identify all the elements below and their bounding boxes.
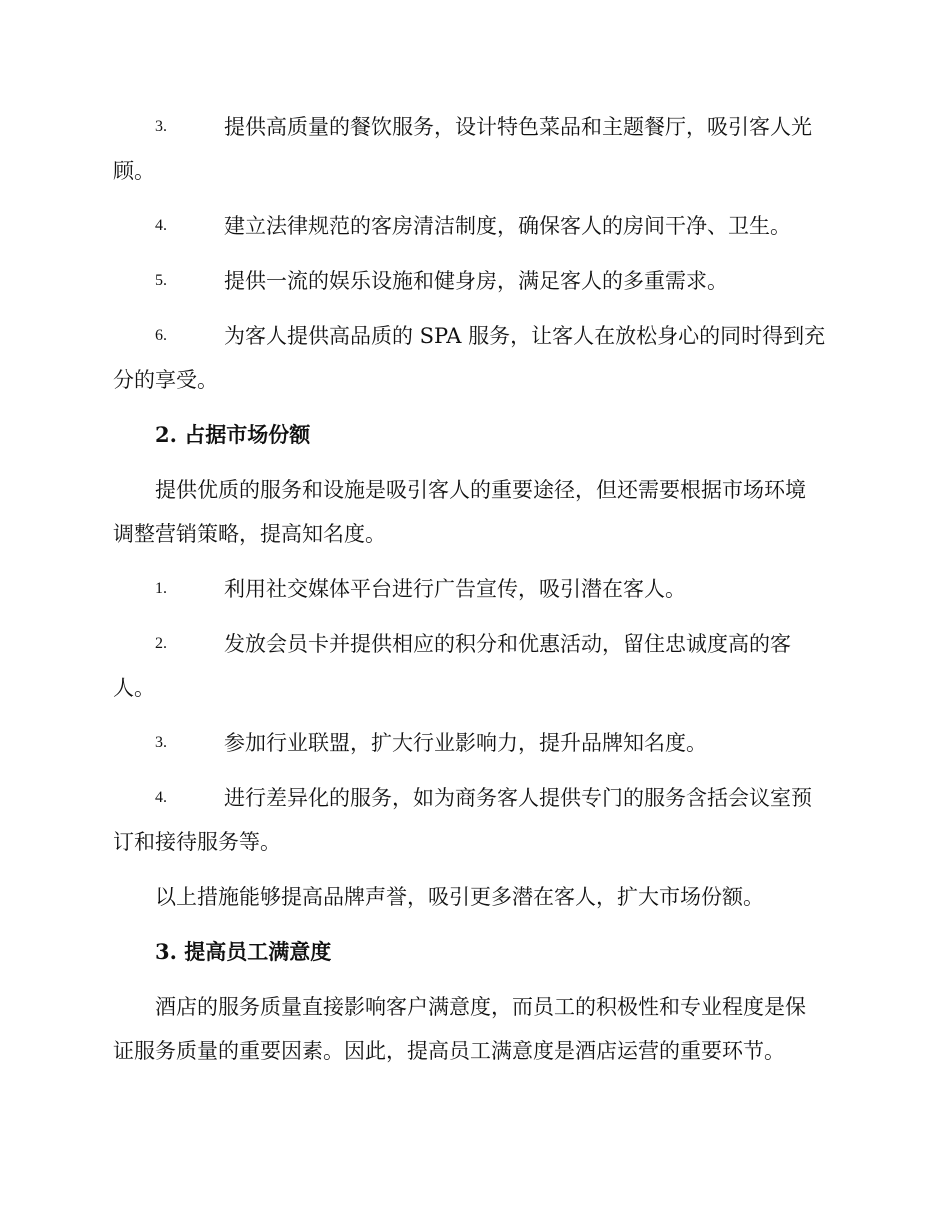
line-text: 以上措施能够提高品牌声誉，吸引更多潜在客人，扩大市场份额。 bbox=[155, 885, 764, 909]
line-text: 进行差异化的服务，如为商务客人提供专门的服务含括会议室预 bbox=[224, 786, 812, 810]
document-page bbox=[113, 105, 838, 1084]
list-item bbox=[113, 622, 838, 710]
line-first bbox=[113, 985, 838, 1029]
line-text: 2. 占据市场份额 bbox=[155, 422, 311, 447]
line-text: 提供高质量的餐饮服务，设计特色菜品和主题餐厅，吸引客人光 bbox=[224, 115, 812, 139]
list-item bbox=[113, 776, 838, 864]
line-text: 分的享受。 bbox=[113, 368, 218, 392]
list-item bbox=[113, 259, 838, 303]
list-item bbox=[113, 314, 838, 402]
line-text: 参加行业联盟，扩大行业影响力，提升品牌知名度。 bbox=[224, 731, 707, 755]
list-number: 3. bbox=[155, 734, 167, 751]
line-first bbox=[113, 468, 838, 512]
list-item bbox=[113, 105, 838, 193]
line-continuation bbox=[113, 820, 838, 864]
paragraph bbox=[113, 985, 838, 1073]
line-text: 提供一流的娱乐设施和健身房，满足客人的多重需求。 bbox=[224, 269, 728, 293]
line-text: 3. 提高员工满意度 bbox=[155, 939, 332, 964]
line-text: 证服务质量的重要因素。因此，提高员工满意度是酒店运营的重要环节。 bbox=[113, 1039, 785, 1063]
paragraph bbox=[113, 468, 838, 556]
section-heading bbox=[113, 413, 838, 457]
line-first bbox=[113, 314, 838, 358]
list-number: 4. bbox=[155, 789, 167, 806]
line-first bbox=[113, 776, 838, 820]
line-first bbox=[113, 875, 838, 919]
line-first bbox=[113, 204, 838, 248]
line-text: 人。 bbox=[113, 676, 155, 700]
line-first bbox=[113, 622, 838, 666]
line-continuation bbox=[113, 149, 838, 193]
list-number: 2. bbox=[155, 635, 167, 652]
line-first bbox=[113, 567, 838, 611]
document-body bbox=[113, 105, 838, 1073]
line-continuation bbox=[113, 512, 838, 556]
line-continuation bbox=[113, 1029, 838, 1073]
list-item bbox=[113, 204, 838, 248]
line-text: 订和接待服务等。 bbox=[113, 830, 281, 854]
section-heading bbox=[113, 930, 838, 974]
line-text: 建立法律规范的客房清洁制度，确保客人的房间干净、卫生。 bbox=[224, 214, 791, 238]
line-continuation bbox=[113, 666, 838, 710]
line-first bbox=[113, 930, 838, 974]
line-first bbox=[113, 259, 838, 303]
list-number: 3. bbox=[155, 118, 167, 135]
line-text: 为客人提供高品质的 SPA 服务，让客人在放松身心的同时得到充 bbox=[224, 324, 826, 348]
line-text: 提供优质的服务和设施是吸引客人的重要途径，但还需要根据市场环境 bbox=[155, 478, 806, 502]
line-text: 利用社交媒体平台进行广告宣传，吸引潜在客人。 bbox=[224, 577, 686, 601]
list-item bbox=[113, 567, 838, 611]
line-text: 调整营销策略，提高知名度。 bbox=[113, 522, 386, 546]
line-continuation bbox=[113, 358, 838, 402]
line-text: 发放会员卡并提供相应的积分和优惠活动，留住忠诚度高的客 bbox=[224, 632, 791, 656]
line-first bbox=[113, 721, 838, 765]
line-first bbox=[113, 413, 838, 457]
list-item bbox=[113, 721, 838, 765]
list-number: 5. bbox=[155, 272, 167, 289]
line-first bbox=[113, 105, 838, 149]
list-number: 4. bbox=[155, 217, 167, 234]
line-text: 酒店的服务质量直接影响客户满意度，而员工的积极性和专业程度是保 bbox=[155, 995, 806, 1019]
list-number: 6. bbox=[155, 327, 167, 344]
paragraph bbox=[113, 875, 838, 919]
list-number: 1. bbox=[155, 580, 167, 597]
line-text: 顾。 bbox=[113, 159, 155, 183]
